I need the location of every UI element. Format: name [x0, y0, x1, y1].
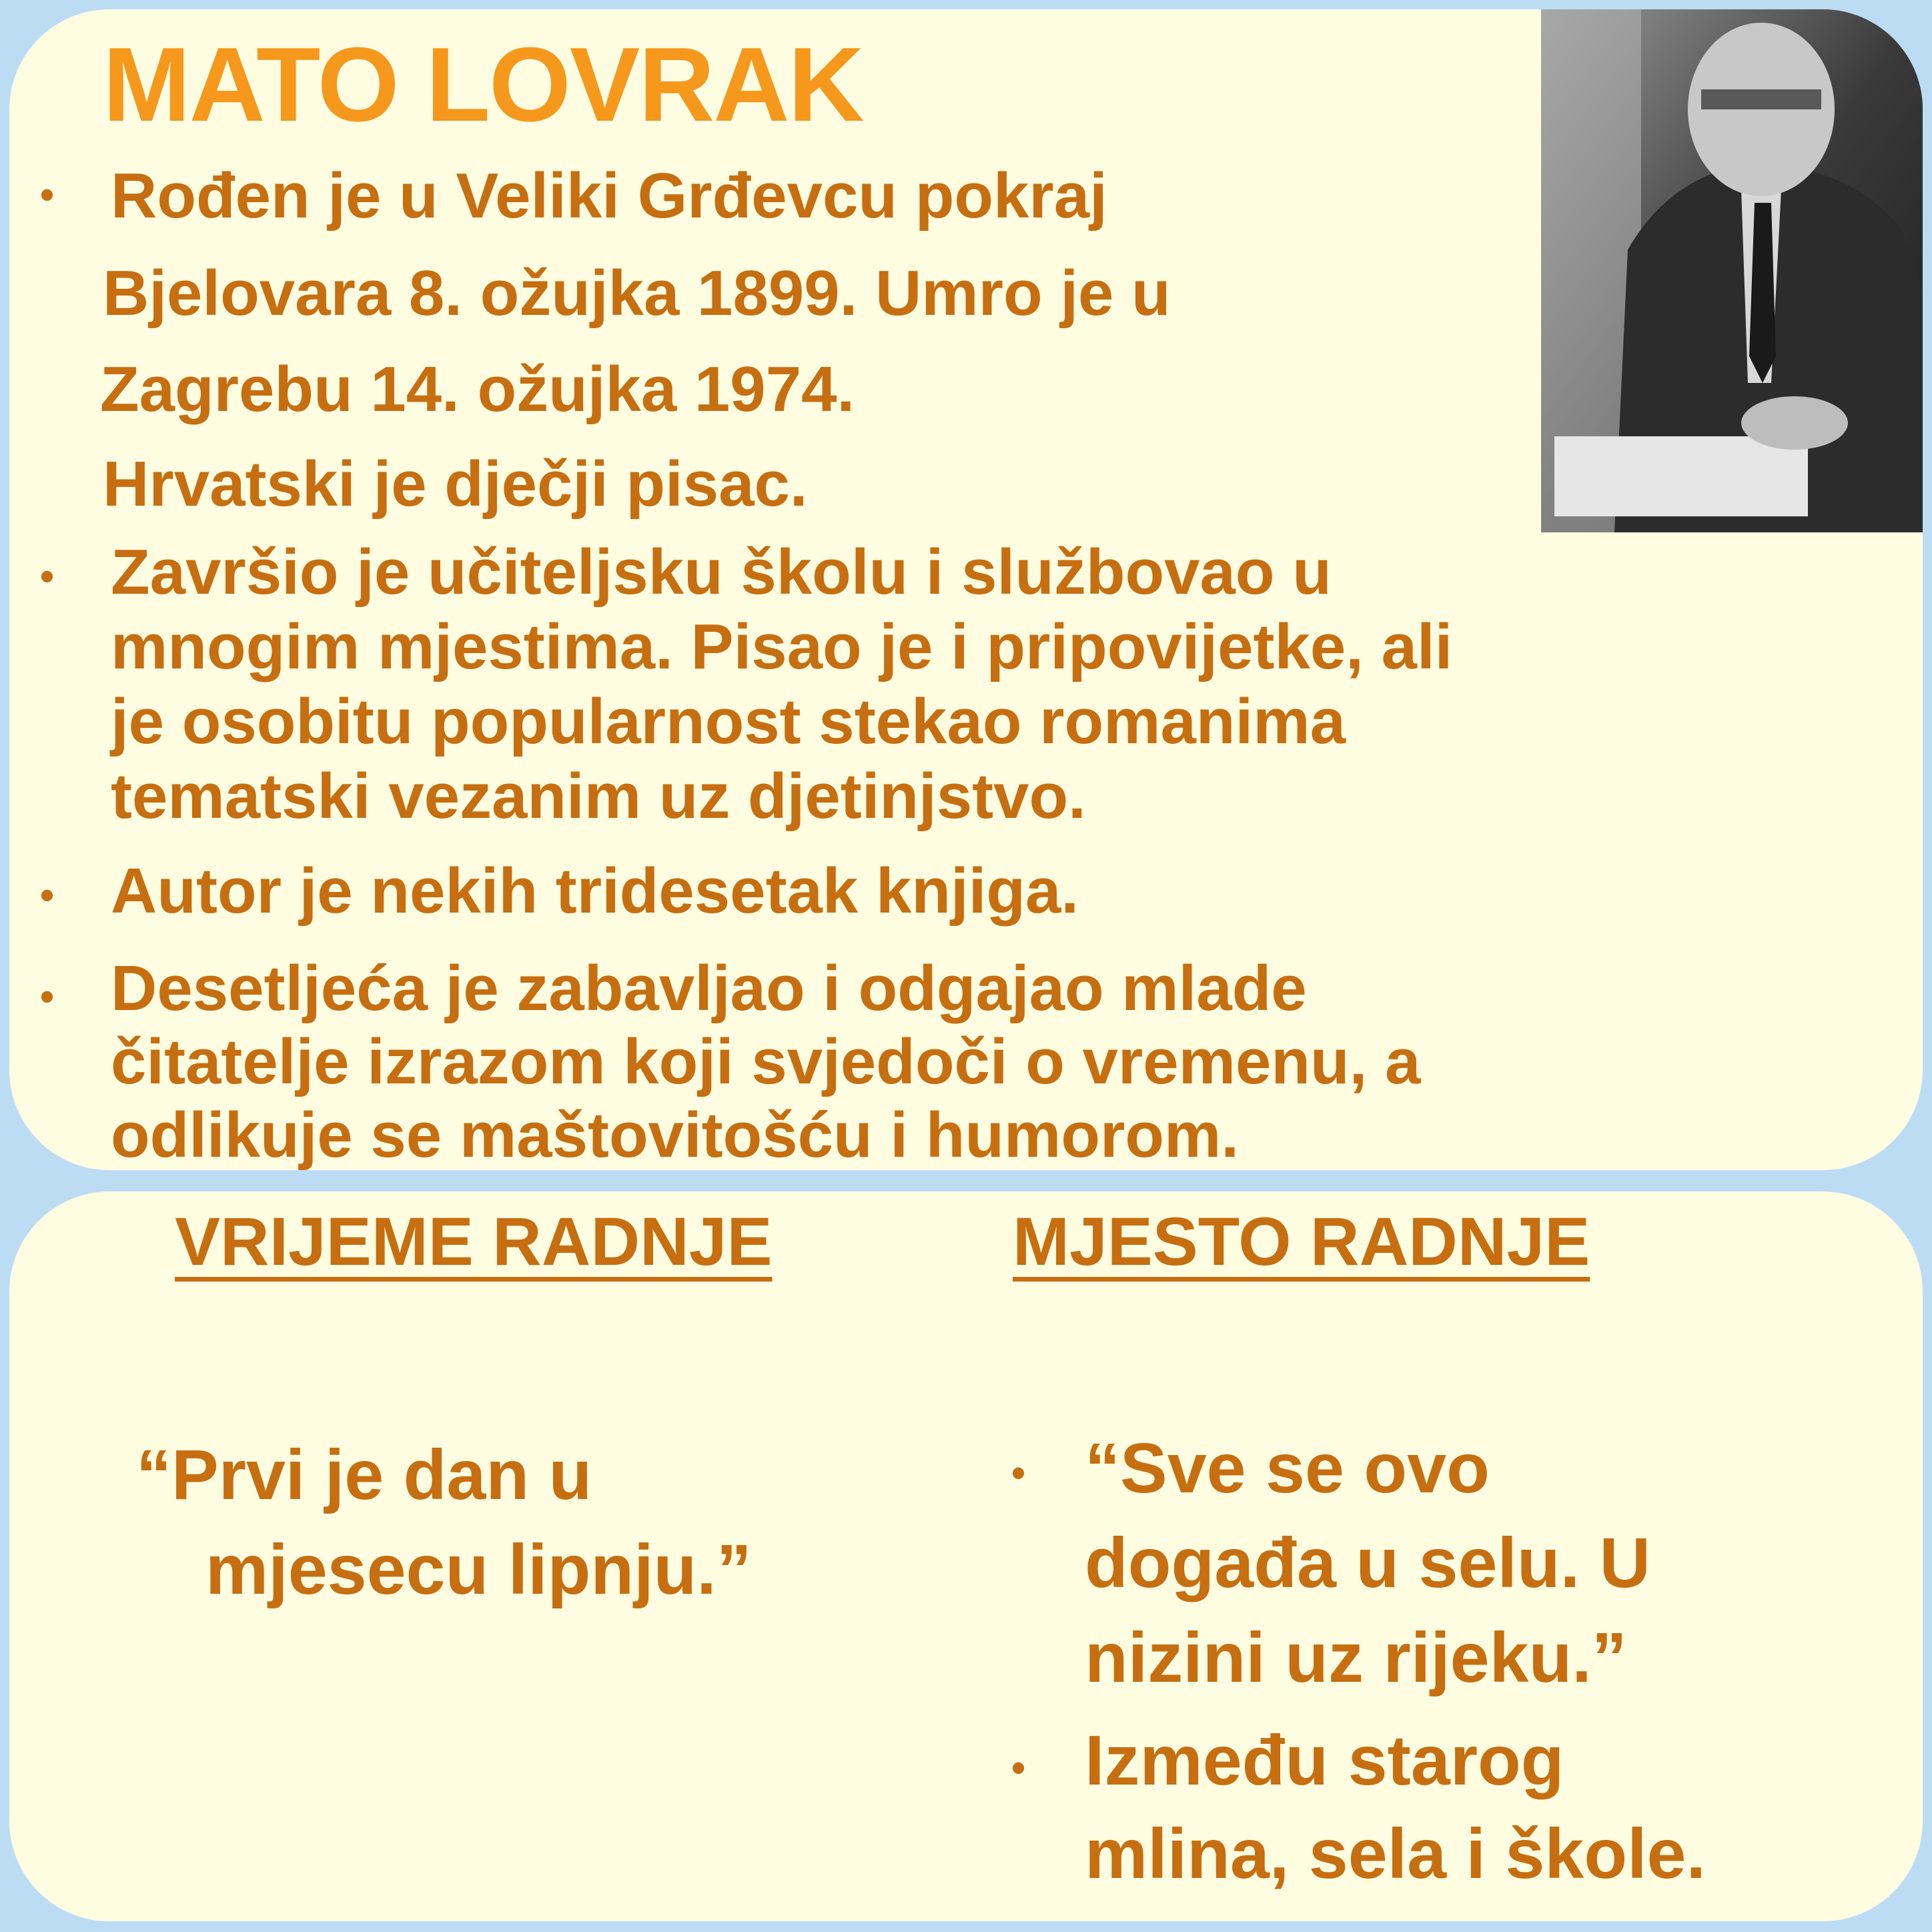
place-line: Između starog [1085, 1721, 1564, 1800]
bio-line: Završio je učiteljsku školu i službovao u [111, 536, 1332, 608]
place-line: “Sve se ovo [1085, 1429, 1490, 1508]
setting-panel [9, 1191, 1923, 1921]
bio-line: Hrvatski je dječji pisac. [103, 448, 808, 520]
place-heading: MJESTO RADNJE [1013, 1203, 1590, 1280]
bio-line: Desetljeća je zabavljao i odgajao mlade [111, 953, 1307, 1024]
bullet-marker: • [40, 554, 55, 598]
bio-line: čitatelje izrazom koji svjedoči o vremenu, a [111, 1026, 1421, 1097]
bio-line: Rođen je u Veliki Grđevcu pokraj [111, 160, 1107, 231]
bullet-marker: • [40, 974, 55, 1019]
time-heading: VRIJEME RADNJE [175, 1203, 773, 1280]
portrait-image [1541, 9, 1923, 532]
author-portrait-photo [1541, 9, 1923, 532]
author-bio-panel [9, 9, 1923, 1170]
place-line: nizini uz rijeku.” [1085, 1618, 1627, 1697]
bullet-marker: • [40, 172, 55, 217]
bullet-marker: • [40, 873, 55, 917]
bio-line: mnogim mjestima. Pisao je i pripovijetke, ali [111, 611, 1453, 682]
bio-line: je osobitu popularnost stekao romanima [111, 686, 1346, 757]
time-quote-line: mjesecu lipnju.” [205, 1530, 752, 1609]
bio-line: Zagrebu 14. ožujka 1974. [100, 354, 855, 425]
place-line: mlina, sela i škole. [1085, 1815, 1706, 1893]
bio-line: Bjelovara 8. ožujka 1899. Umro je u [103, 258, 1171, 329]
place-line: događa u selu. U [1085, 1524, 1651, 1602]
page-title: MATO LOVRAK [103, 26, 863, 143]
bio-line: tematski vezanim uz djetinjstvo. [111, 761, 1086, 832]
time-quote-line: “Prvi je dan u [136, 1436, 592, 1514]
bullet-marker: • [1011, 1745, 1026, 1790]
bullet-marker: • [1011, 1450, 1026, 1495]
bio-line: odlikuje se maštovitošću i humorom. [111, 1099, 1240, 1170]
bio-line: Autor je nekih tridesetak knjiga. [111, 855, 1079, 927]
